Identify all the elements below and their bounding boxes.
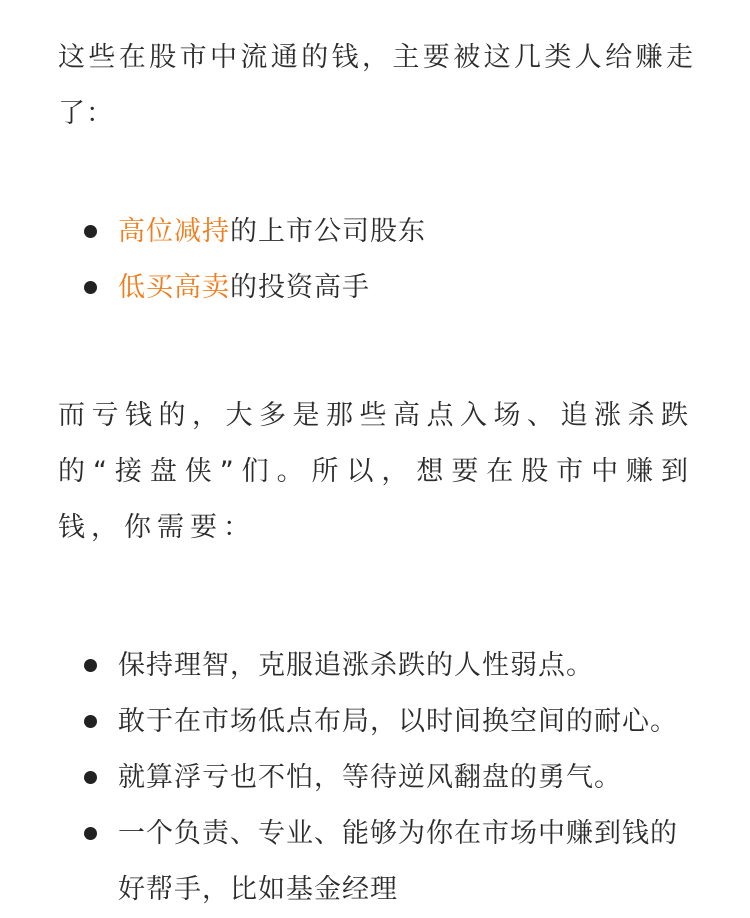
highlight-text: 高位减持: [118, 216, 230, 247]
list-item: [58, 806, 694, 918]
list-item-text: 保持理智，克服追涨杀跌的人性弱点。: [118, 650, 594, 681]
bullet-dot-icon: [84, 659, 97, 672]
bullet-dot-icon: [84, 715, 97, 728]
spacer: [58, 556, 694, 638]
list-item-text: 敢于在市场低点布局，以时间换空间的耐心。: [118, 706, 678, 737]
list-item: [58, 694, 694, 750]
list-item-text: 一个负责、专业、能够为你在市场中赚到钱的好帮手，比如基金经理: [118, 818, 678, 905]
list-item-text: 的投资高手: [230, 272, 370, 303]
spacer: [58, 142, 694, 204]
article-body: [58, 30, 694, 918]
bullet-dot-icon: [84, 225, 97, 238]
winners-list: [58, 204, 694, 316]
list-item-text: 的上市公司股东: [230, 216, 426, 247]
bullet-dot-icon: [84, 827, 97, 840]
list-item: [58, 638, 694, 694]
loss-paragraph: 而亏钱的，大多是那些高点入场、追涨杀跌的“接盘侠”们。所以，想要在股市中赚到钱，你需要：: [58, 400, 694, 543]
needs-list: [58, 638, 694, 918]
bullet-dot-icon: [84, 281, 97, 294]
highlight-text: 低买高卖: [118, 272, 230, 303]
bullet-dot-icon: [84, 771, 97, 784]
list-item: [58, 260, 694, 316]
list-item: [58, 750, 694, 806]
spacer: [58, 316, 694, 388]
list-item-text: 就算浮亏也不怕，等待逆风翻盘的勇气。: [118, 762, 622, 793]
intro-paragraph: 这些在股市中流通的钱，主要被这几类人给赚走了：: [58, 42, 694, 129]
list-item: [58, 204, 694, 260]
